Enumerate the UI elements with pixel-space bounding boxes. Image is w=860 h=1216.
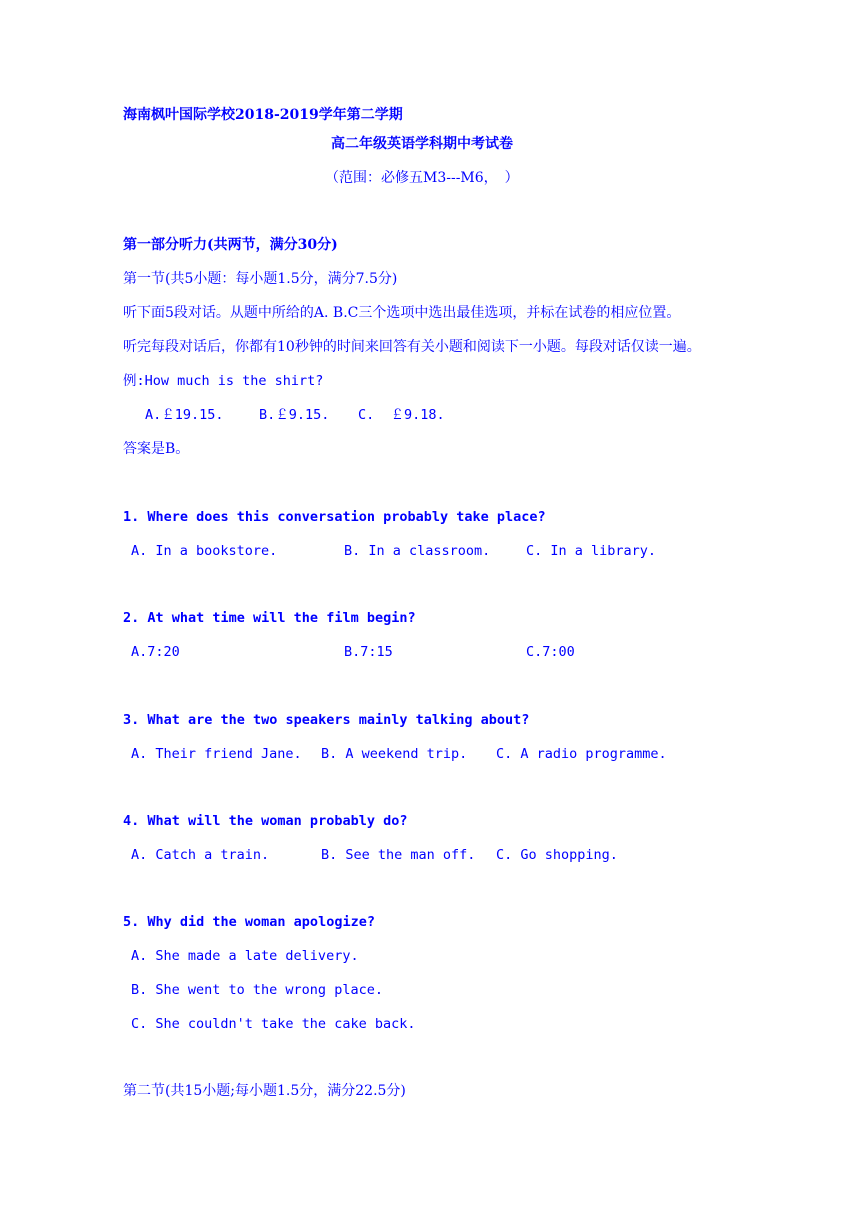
question-2-option-c: C.7:00	[526, 644, 575, 660]
question-2-option-a: A.7:20	[131, 644, 180, 660]
exam-title: 高二年级英语学科期中考试卷	[331, 136, 513, 152]
question-3-option-b: B. A weekend trip.	[321, 746, 468, 762]
question-5: 5. Why did the woman apologize?	[123, 914, 375, 930]
question-4-option-c: C. Go shopping.	[496, 847, 618, 863]
question-5-option-b: B. She went to the wrong place.	[131, 982, 383, 998]
question-1-option-b: B. In a classroom.	[344, 543, 491, 559]
question-1-option-c: C. In a library.	[526, 543, 657, 559]
instruction-line-2: 听完每段对话后，你都有10秒钟的时间来回答有关小题和阅读下一小题。每段对话仅读一遍。	[123, 339, 701, 355]
question-5-option-c: C. She couldn't take the cake back.	[131, 1016, 416, 1032]
question-4: 4. What will the woman probably do?	[123, 813, 408, 829]
question-3-option-c: C. A radio programme.	[496, 746, 667, 762]
instruction-line-1: 听下面5段对话。从题中所给的A. B.C三个选项中选出最佳选项，并标在试卷的相应位置。	[123, 305, 681, 321]
question-4-option-a: A. Catch a train.	[131, 847, 270, 863]
part1-heading: 第一部分听力(共两节，满分30分)	[123, 237, 338, 253]
example-question: 例:How much is the shirt?	[123, 373, 324, 389]
example-option-c: C. ￡9.18.	[358, 407, 445, 423]
question-1-option-a: A. In a bookstore.	[131, 543, 278, 559]
question-3: 3. What are the two speakers mainly talking about?	[123, 712, 530, 728]
question-4-option-b: B. See the man off.	[321, 847, 476, 863]
section2-heading: 第二节(共15小题;每小题1.5分，满分22.5分)	[123, 1083, 406, 1099]
question-1: 1. Where does this conversation probably take place?	[123, 509, 546, 525]
section1-heading: 第一节(共5小题：每小题1.5分，满分7.5分)	[123, 271, 398, 287]
exam-scope: （范围：必修五M3---M6， ）	[325, 170, 519, 186]
question-5-option-a: A. She made a late delivery.	[131, 948, 359, 964]
question-2-option-b: B.7:15	[344, 644, 393, 660]
school-title: 海南枫叶国际学校2018-2019学年第二学期	[123, 107, 403, 123]
question-2: 2. At what time will the film begin?	[123, 610, 416, 626]
example-answer: 答案是B。	[123, 441, 190, 457]
question-3-option-a: A. Their friend Jane.	[131, 746, 302, 762]
example-option-a: A.￡19.15.	[145, 407, 224, 423]
example-option-b: B.￡9.15.	[259, 407, 330, 423]
